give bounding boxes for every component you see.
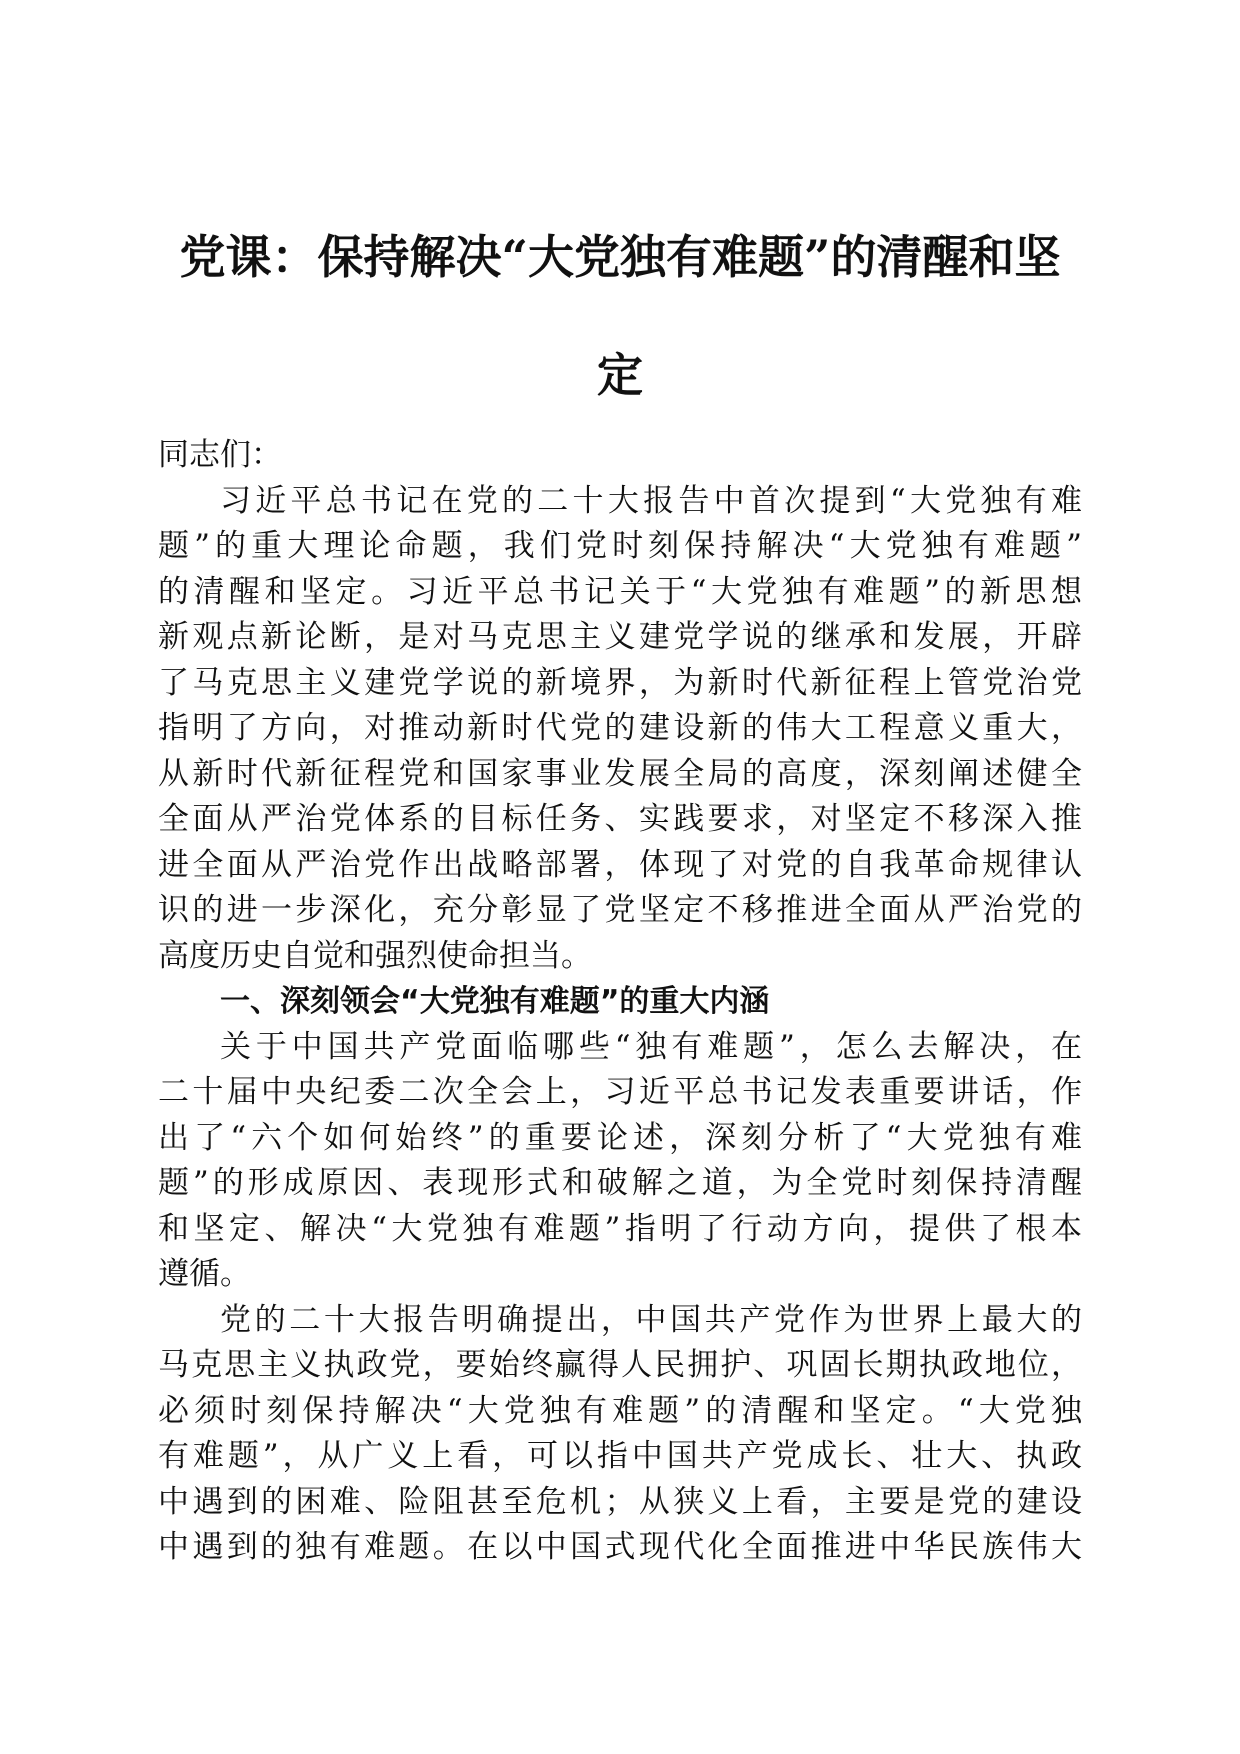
paragraph-line: 中遇到的独有难题。在以中国式现代化全面推进中华民族伟大 [158,1529,1082,1565]
document-title-line1: 党课：保持解决“大党独有难题”的清醒和坚 [179,230,1061,284]
salutation: 同志们： [158,437,282,473]
paragraph-line: 全面从严治党体系的目标任务、实践要求，对坚定不移深入推 [158,801,1082,837]
paragraph-line: 马克思主义执政党，要始终赢得人民拥护、巩固长期执政地位， [158,1347,1082,1383]
paragraph-line: 党的二十大报告明确提出，中国共产党作为世界上最大的 [220,1301,1082,1338]
paragraph-line: 中遇到的困难、险阻甚至危机；从狭义上看，主要是党的建设 [158,1483,1082,1520]
paragraph-line: 从新时代新征程党和国家事业发展全局的高度，深刻阐述健全 [158,755,1082,792]
paragraph-line: 和坚定、解决“大党独有难题”指明了行动方向，提供了根本 [158,1210,1082,1247]
paragraph-line: 关于中国共产党面临哪些“独有难题”，怎么去解决，在 [220,1028,1082,1065]
paragraph-line: 二十届中央纪委二次全会上，习近平总书记发表重要讲话，作 [158,1074,1082,1110]
paragraph-line: 指明了方向，对推动新时代党的建设新的伟大工程意义重大， [158,710,1082,746]
paragraph-line: 有难题”，从广义上看，可以指中国共产党成长、壮大、执政 [158,1438,1082,1474]
document-body [158,433,1082,1571]
paragraph-line: 高度历史自觉和强烈使命担当。 [158,937,592,974]
paragraph-line: 遵循。 [158,1256,251,1292]
paragraph-line: 了马克思主义建党学说的新境界，为新时代新征程上管党治党 [158,664,1082,701]
paragraph-line: 新观点新论断，是对马克思主义建党学说的继承和发展，开辟 [158,619,1082,655]
paragraph-line: 出了“六个如何始终”的重要论述，深刻分析了“大党独有难 [158,1119,1082,1156]
paragraph-line: 题”的重大理论命题，我们党时刻保持解决“大党独有难题” [158,528,1082,564]
section-heading: 一、深刻领会“大党独有难题”的重大内涵 [220,984,770,1019]
paragraph-line: 习近平总书记在党的二十大报告中首次提到“大党独有难 [220,482,1082,519]
document-title-line2: 定 [597,348,643,402]
paragraph-line: 进全面从严治党作出战略部署，体现了对党的自我革命规律认 [158,846,1082,883]
paragraph-line: 题”的形成原因、表现形式和破解之道，为全党时刻保持清醒 [158,1165,1082,1201]
paragraph-line: 识的进一步深化，充分彰显了党坚定不移推进全面从严治党的 [158,892,1082,928]
paragraph-line: 的清醒和坚定。习近平总书记关于“大党独有难题”的新思想 [158,573,1082,610]
paragraph-line: 必须时刻保持解决“大党独有难题”的清醒和坚定。“大党独 [158,1392,1082,1429]
